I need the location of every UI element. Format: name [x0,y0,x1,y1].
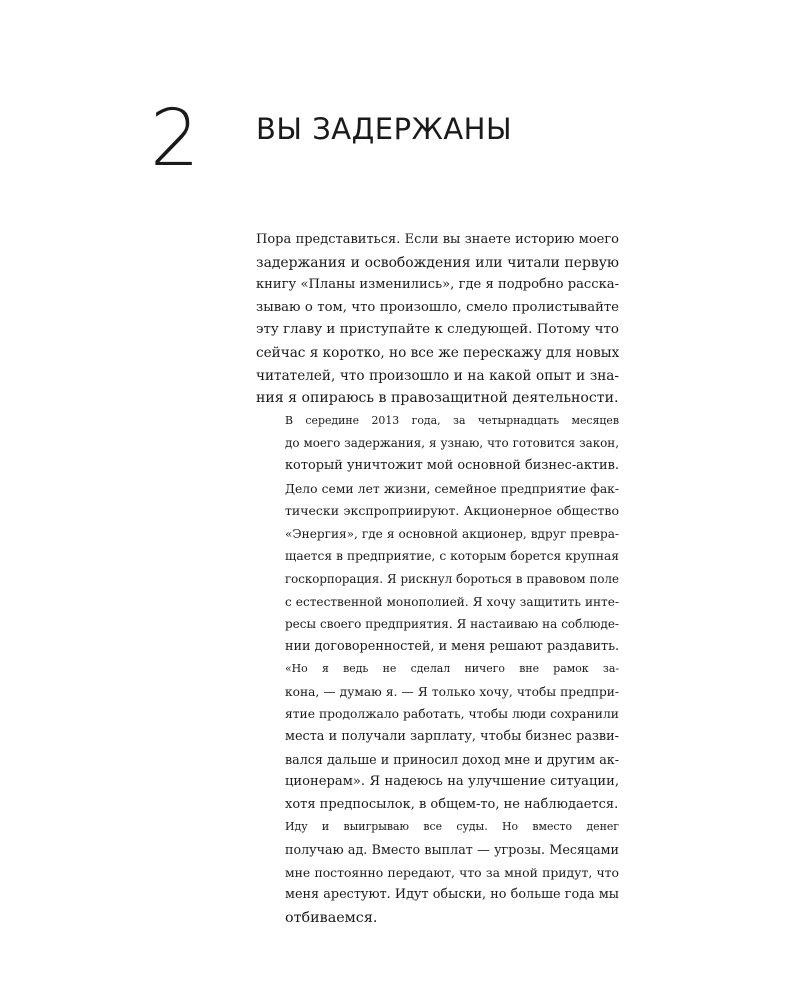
text-line: щается в предприятие, с которым борется крупная [285,549,619,564]
text-line: В середине 2013 года, за четырнадцать месяцев [285,413,619,427]
text-line: госкорпорация. Я рискнул бороться в правовом поле [285,571,619,586]
text-line: который уничтожит мой основной бизнес-актив. [285,457,619,473]
text-line: вался дальше и приносил доход мне и другим ак- [285,751,619,767]
text-line: получаю ад. Вместо выплат — угрозы. Месяцами [285,842,619,858]
text-line: ятие продолжало работать, чтобы люди сохранили [285,707,619,722]
text-line: ресы своего предприятия. Я настаиваю на соблюде- [285,617,619,632]
text-line: Иду и выигрываю все суды. Но вместо денег [285,820,619,834]
text-line: сейчас я коротко, но все же перескажу для новых [256,344,620,361]
paragraph-2 [256,410,619,659]
text-line: меня арестуют. Идут обыски, но больше года мы [285,887,619,903]
text-line: нии договоренностей, и меня решают раздавить. [285,638,620,654]
text-line: отбиваемся. [285,909,378,926]
text-line: Пора представиться. Если вы знаете историю моего [256,232,619,247]
paragraph-3 [256,658,619,816]
paragraph-4 [256,816,619,929]
text-line: мне постоянно передают, что за мной придут, что [285,864,619,880]
text-line: Дело семи лет жизни, семейное предприятие фак- [285,481,619,496]
text-line: эту главу и приступайте к следующей. Потому что [256,322,619,338]
text-line: читателей, что произошло и на какой опыт и зна- [256,367,619,384]
text-line: с естественной монополией. Я хочу защитить инте- [285,594,619,609]
text-line: хотя предпосылок, в общем-то, не наблюдается. [285,796,619,812]
text-line: ния я опираюсь в правозащитной деятельности. [256,390,619,407]
text-line: тически экспроприируют. Акционерное общество [285,503,619,519]
text-line: ционерам». Я надеюсь на улучшение ситуации, [285,774,619,790]
chapter-number: 2 [150,94,200,184]
text-line: «Но я ведь не сделал ничего вне рамок за- [285,662,619,676]
text-line: кона, — думаю я. — Я только хочу, чтобы предпри- [285,684,619,699]
text-line: «Энергия», где я основной акционер, вдруг превра- [285,526,619,541]
text-line: до моего задержания, я узнаю, что готовится закон, [285,436,619,451]
text-line: книгу «Планы изменились», где я подробно расска- [256,277,619,293]
chapter-body [256,229,619,929]
text-line: задержания и освобождения или читали первую [256,254,619,271]
chapter-title: ВЫ ЗАДЕРЖАНЫ [256,112,513,146]
text-line: зываю о том, что произошло, смело пролистывайте [256,299,619,315]
paragraph-1 [256,229,619,410]
text-line: места и получали зарплату, чтобы бизнес разви- [285,729,619,745]
